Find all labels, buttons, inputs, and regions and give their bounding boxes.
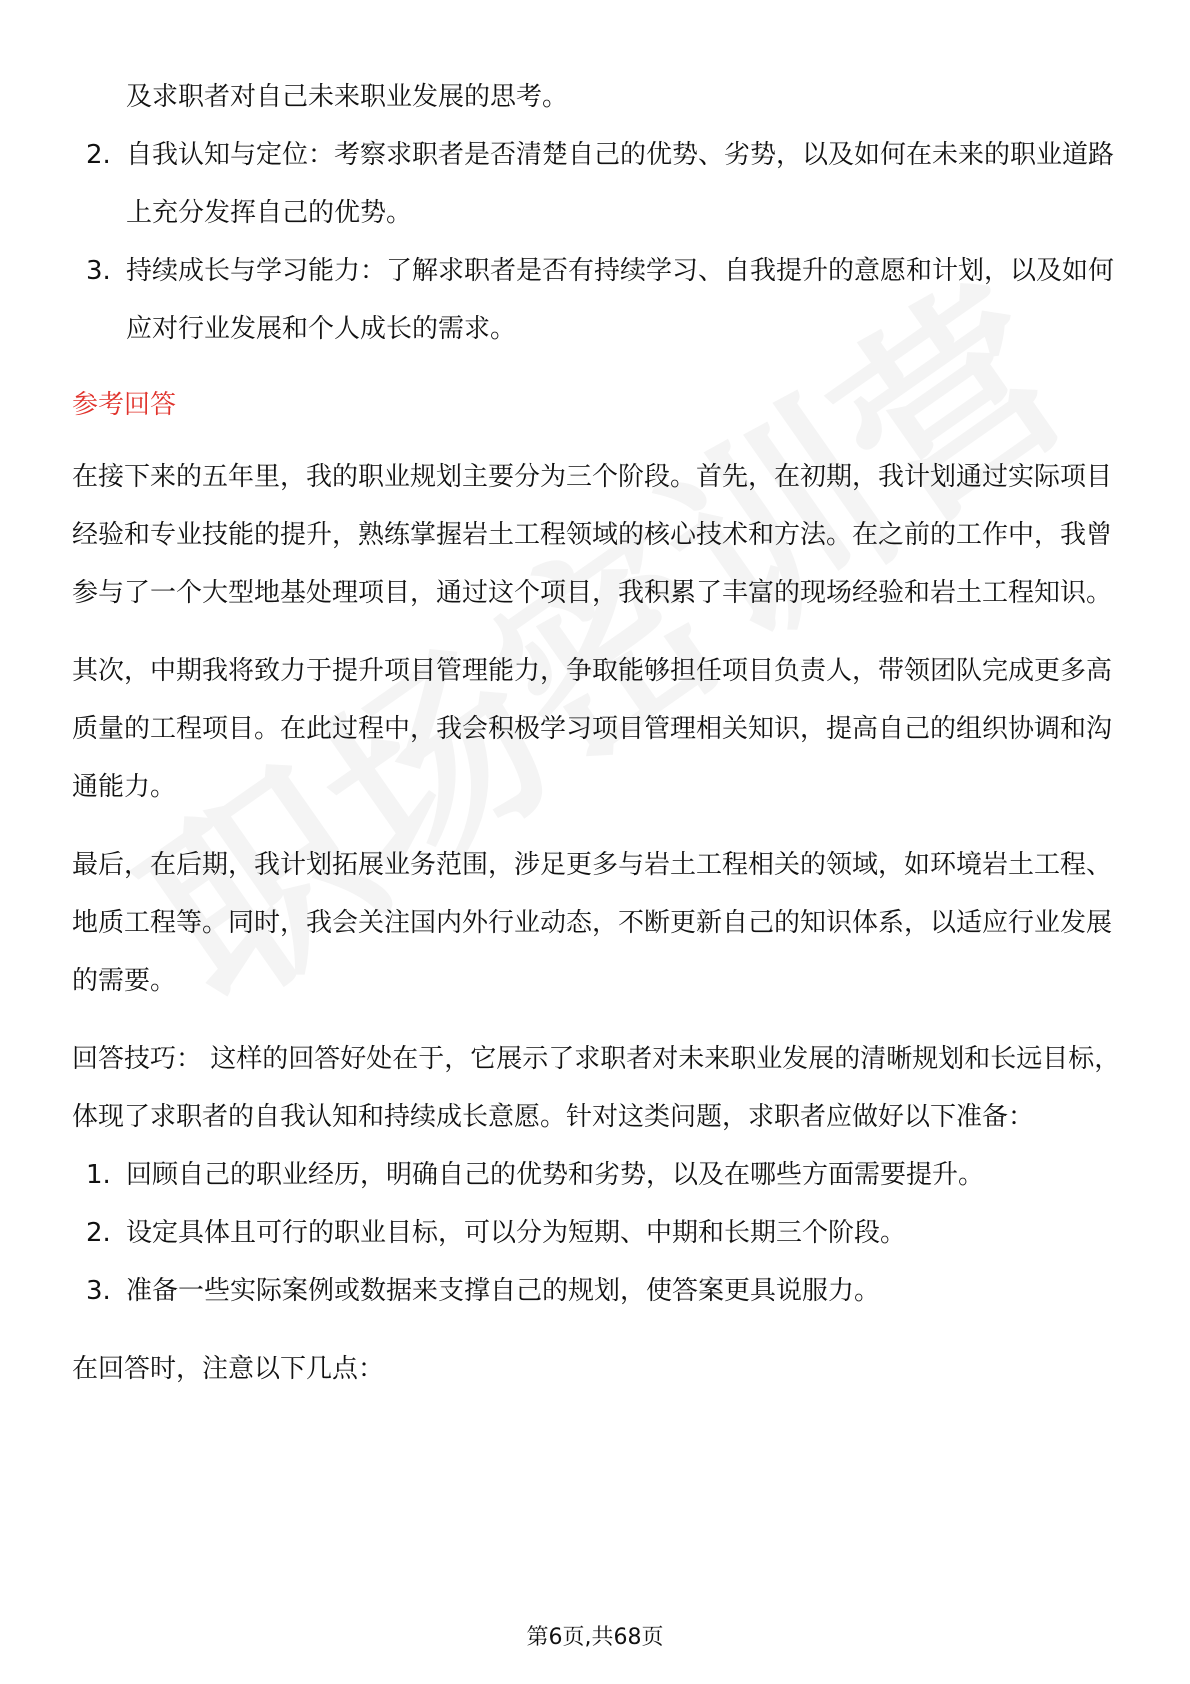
section-title: 参考回答 — [72, 390, 177, 420]
list-item — [72, 1262, 1122, 1320]
answer-paragraph: 其次，中期我将致力于提升项目管理能力，争取能够担任项目负责人，带领团队完成更多高质量的工程项目。在此过程中，我会积极学习项目管理相关知识，提高自己的组织协调和沟通能力。 — [72, 656, 1113, 802]
list-item — [72, 1146, 1122, 1204]
list-text: 自我认知与定位：考察求职者是否清楚自己的优势、劣势，以及如何在未来的职业道路上充分发挥自己的优势。 — [126, 140, 1115, 228]
list-number: 3. — [86, 1276, 111, 1306]
list-number: 2. — [86, 140, 111, 170]
page-content — [72, 68, 1122, 1398]
list-item — [72, 1204, 1122, 1262]
page-number: 第6页,共68页 — [526, 1625, 664, 1650]
answer-paragraph: 在接下来的五年里，我的职业规划主要分为三个阶段。首先，在初期，我计划通过实际项目经验和专业技能的提升，熟练掌握岩土工程领域的核心技术和方法。在之前的工作中，我曾参与了一个大型地基处理项目，通过这个项目，我积累了丰富的现场经验和岩土工程知识。 — [72, 462, 1113, 608]
list-number: 1. — [86, 1160, 111, 1190]
list-number: 2. — [86, 1218, 111, 1248]
tips-paragraph: 回答技巧： 这样的回答好处在于，它展示了求职者对未来职业发展的清晰规划和长远目标，体现了求职者的自我认知和持续成长意愿。针对这类问题，求职者应做好以下准备： — [72, 1044, 1121, 1132]
intro-continuation: 及求职者对自己未来职业发展的思考。 — [126, 82, 569, 112]
list-number: 3. — [86, 256, 111, 286]
closing-line: 在回答时，注意以下几点： — [72, 1354, 385, 1384]
preparation-list — [72, 1146, 1122, 1320]
list-text: 准备一些实际案例或数据来支撑自己的规划，使答案更具说服力。 — [126, 1276, 881, 1306]
list-text: 设定具体且可行的职业目标，可以分为短期、中期和长期三个阶段。 — [126, 1218, 907, 1248]
list-text: 持续成长与学习能力：了解求职者是否有持续学习、自我提升的意愿和计划，以及如何应对行业发展和个人成长的需求。 — [126, 256, 1115, 344]
list-item — [72, 126, 1122, 242]
criteria-list — [72, 126, 1122, 358]
list-text: 回顾自己的职业经历，明确自己的优势和劣势，以及在哪些方面需要提升。 — [126, 1160, 985, 1190]
answer-paragraph: 最后，在后期，我计划拓展业务范围，涉足更多与岩土工程相关的领域，如环境岩土工程、地质工程等。同时，我会关注国内外行业动态，不断更新自己的知识体系，以适应行业发展的需要。 — [72, 850, 1113, 996]
list-item — [72, 242, 1122, 358]
